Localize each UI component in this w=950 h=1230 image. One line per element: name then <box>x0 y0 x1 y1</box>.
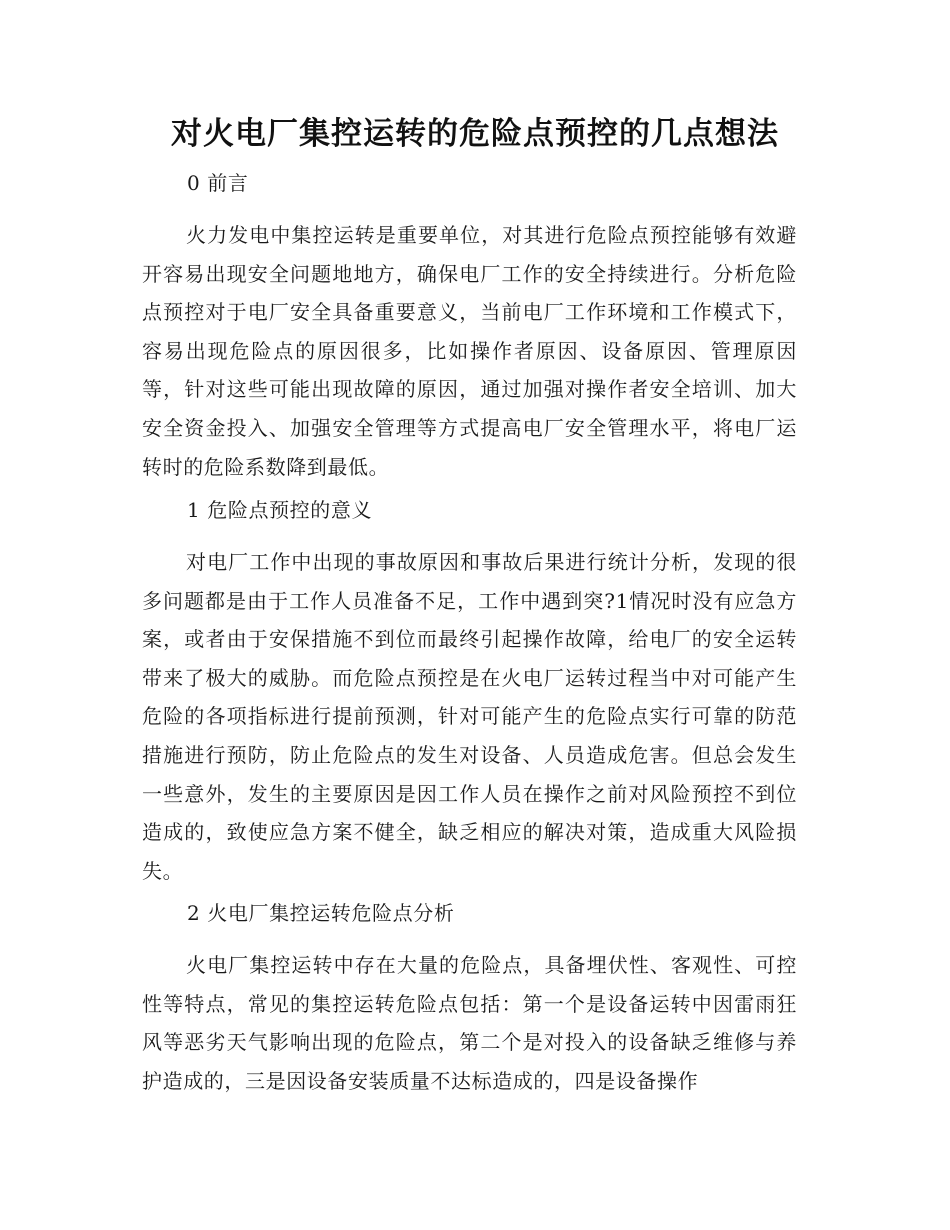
paragraph-text: 对电厂工作中出现的事故原因和事故后果进行统计分析，发现的很多问题都是由于工作人员准备不足，工作中遇到突?1情况时没有应急方案，或者由于安保措施不到位而最终引起操作故障，给电厂的安全运转带来了极大的威胁。而危险点预控是在火电厂运转过程当中对可能产生危险的各项指标进行提前预测，针对可能产生的危险点实行可靠的防范措施进行预防，防止危险点的发生对设备、人员造成危害。但总会发生一些意外，发生的主要原因是因工作人员在操作之前对风险预控不到位造成的，致使应急方案不健全，缺乏相应的解决对策，造成重大风险损失。 <box>142 550 797 883</box>
section-heading-preface: 0 前言 <box>187 171 249 195</box>
section-heading-significance: 1 危险点预控的意义 <box>187 498 373 522</box>
paragraph-text: 火电厂集控运转中存在大量的危险点，具备埋伏性、客观性、可控性等特点，常见的集控运转危险点包括：第一个是设备运转中因雷雨狂风等恶劣天气影响出现的危险点，第二个是对投入的设备缺乏维修与养护造成的，三是因设备安装质量不达标造成的，四是设备操作 <box>142 953 797 1093</box>
section-paragraph-analysis <box>142 946 797 1100</box>
document-title: 对火电厂集控运转的危险点预控的几点想法 <box>171 116 779 152</box>
section-paragraph-significance <box>142 543 797 890</box>
section-heading-analysis: 2 火电厂集控运转危险点分析 <box>187 901 455 925</box>
section-paragraph-preface <box>142 216 797 486</box>
paragraph-text: 火力发电中集控运转是重要单位，对其进行危险点预控能够有效避开容易出现安全问题地地方，确保电厂工作的安全持续进行。分析危险点预控对于电厂安全具备重要意义，当前电厂工作环境和工作模式下，容易出现危险点的原因很多，比如操作者原因、设备原因、管理原因等，针对这些可能出现故障的原因，通过加强对操作者安全培训、加大安全资金投入、加强安全管理等方式提高电厂安全管理水平，将电厂运转时的危险系数降到最低。 <box>142 223 797 479</box>
